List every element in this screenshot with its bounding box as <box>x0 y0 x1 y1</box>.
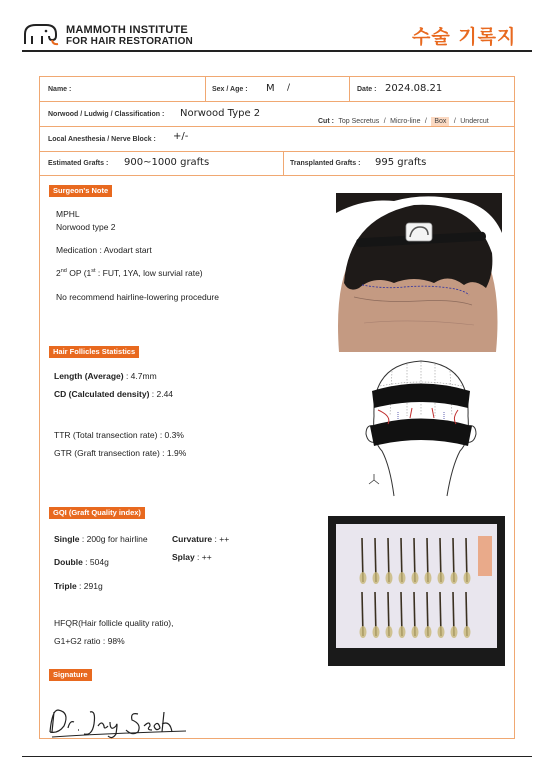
graft-bulb <box>386 626 393 638</box>
note-text: 2 <box>56 268 61 278</box>
section-tag-surgeons-note: Surgeon's Note <box>49 185 112 197</box>
graft-bulb <box>425 626 432 638</box>
header-divider <box>22 50 532 52</box>
note-sup: nd <box>60 268 67 275</box>
document-title: 수술 기록지 <box>412 26 517 48</box>
gqi-value: : 200g for hairline <box>79 534 148 544</box>
note-line-medication: Medication : Avodart start <box>56 245 152 255</box>
name-label: Name : <box>48 86 72 93</box>
graft-bulb <box>360 626 367 638</box>
transplanted-grafts-value: 995 grafts <box>375 157 427 168</box>
note-line-op-history <box>56 268 203 278</box>
note-line-recommendation: No recommend hairline-lowering procedure <box>56 292 219 302</box>
gqi-double <box>54 557 109 567</box>
date-value: 2024.08.21 <box>385 83 443 94</box>
form-row-divider <box>39 101 515 102</box>
doctor-signature <box>46 702 192 740</box>
cut-option-top-secretus[interactable]: Top Secretus <box>338 118 380 125</box>
stat-value: : 4.7mm <box>123 371 157 381</box>
gqi-hfqr-line2 <box>54 636 125 646</box>
graft-bulb <box>438 626 445 638</box>
note-text: : FUT, 1YA, low survial rate) <box>95 268 203 278</box>
cut-options-group <box>318 110 489 128</box>
gqi-hfqr-line1: HFQR(Hair follicle quality ratio), <box>54 618 174 628</box>
stat-gtr <box>54 448 186 458</box>
cut-option-undercut[interactable]: Undercut <box>460 118 489 125</box>
stat-value: : 2.44 <box>149 389 174 399</box>
stat-label: TTR (Total transection rate) <box>54 430 158 440</box>
section-tag-gqi: GQI (Graft Quality index) <box>49 507 145 519</box>
org-name-line1: MAMMOTH INSTITUTE <box>66 24 188 36</box>
gqi-label: G1+G2 ratio <box>54 636 101 646</box>
section-tag-signature: Signature <box>49 669 92 681</box>
graft-bulb <box>451 572 458 584</box>
mammoth-logo-icon <box>22 22 62 46</box>
cut-option-box-selected[interactable]: Box <box>431 117 449 126</box>
footer-divider <box>22 756 532 757</box>
graft-bulb <box>464 626 471 638</box>
gqi-value: : 98% <box>100 636 125 646</box>
stat-calculated-density <box>54 389 173 399</box>
stat-label: CD (Calculated density) <box>54 389 150 399</box>
gqi-splay <box>172 552 212 562</box>
stat-length <box>54 371 157 381</box>
anesthesia-value: +/- <box>173 131 189 142</box>
cut-separator: / <box>383 118 386 125</box>
gqi-label: Single <box>54 534 80 544</box>
classification-label: Norwood / Ludwig / Classification : <box>48 111 165 118</box>
graft-bulb <box>373 572 380 584</box>
anesthesia-label: Local Anesthesia / Nerve Block : <box>48 136 156 143</box>
form-col-divider <box>205 76 206 101</box>
graft-bulb <box>386 572 393 584</box>
section-tag-follicle-stats: Hair Follicles Statistics <box>49 346 139 358</box>
gqi-label: Splay <box>172 552 195 562</box>
gqi-triple <box>54 581 103 591</box>
stat-label: Length (Average) <box>54 371 124 381</box>
note-line-diagnosis: MPHL <box>56 209 80 219</box>
org-name-line2: FOR HAIR RESTORATION <box>66 36 193 47</box>
note-text: OP (1 <box>66 268 92 278</box>
transplanted-grafts-label: Transplanted Grafts : <box>290 160 361 167</box>
gqi-value: : ++ <box>212 534 230 544</box>
graft-bulb <box>425 572 432 584</box>
patient-hairline-photo <box>324 193 506 352</box>
graft-bulb <box>412 572 419 584</box>
graft-bulb <box>360 572 367 584</box>
stat-value: : 1.9% <box>159 448 187 458</box>
cut-option-micro-line[interactable]: Micro-line <box>390 118 421 125</box>
gqi-label: Double <box>54 557 83 567</box>
estimated-grafts-value: 900~1000 grafts <box>124 157 210 168</box>
graft-bulb <box>399 572 406 584</box>
form-row-divider <box>39 151 515 152</box>
stat-value: : 0.3% <box>157 430 184 440</box>
date-label: Date : <box>357 86 377 93</box>
sex-age-label: Sex / Age : <box>212 86 248 93</box>
cut-separator: / <box>424 118 427 125</box>
graft-bulb <box>451 626 458 638</box>
gqi-label: Curvature <box>172 534 213 544</box>
note-line-classification: Norwood type 2 <box>56 222 116 232</box>
gqi-value: : ++ <box>194 552 212 562</box>
form-row-divider <box>39 175 515 176</box>
graft-bulb <box>412 626 419 638</box>
graft-microscope-photo <box>328 516 505 666</box>
graft-bulb <box>464 572 471 584</box>
sex-value: M <box>266 83 275 94</box>
gqi-single <box>54 534 148 544</box>
graft-bulb <box>438 572 445 584</box>
donor-area-head-diagram <box>352 356 490 502</box>
stat-label: GTR (Graft transection rate) <box>54 448 160 458</box>
gqi-value: : 291g <box>76 581 103 591</box>
note-sup: st <box>91 268 96 275</box>
graft-bulb <box>373 626 380 638</box>
gqi-label: Triple <box>54 581 77 591</box>
age-separator: / <box>287 83 291 93</box>
form-col-divider <box>349 76 350 101</box>
cut-separator: / <box>453 118 456 125</box>
form-col-divider <box>283 151 284 175</box>
classification-value: Norwood Type 2 <box>180 108 261 119</box>
gqi-curvature <box>172 534 229 544</box>
stat-ttr <box>54 430 184 440</box>
cut-label: Cut : <box>318 118 334 125</box>
gqi-value: : 504g <box>82 557 109 567</box>
graft-bulb <box>399 626 406 638</box>
estimated-grafts-label: Estimated Grafts : <box>48 160 109 167</box>
